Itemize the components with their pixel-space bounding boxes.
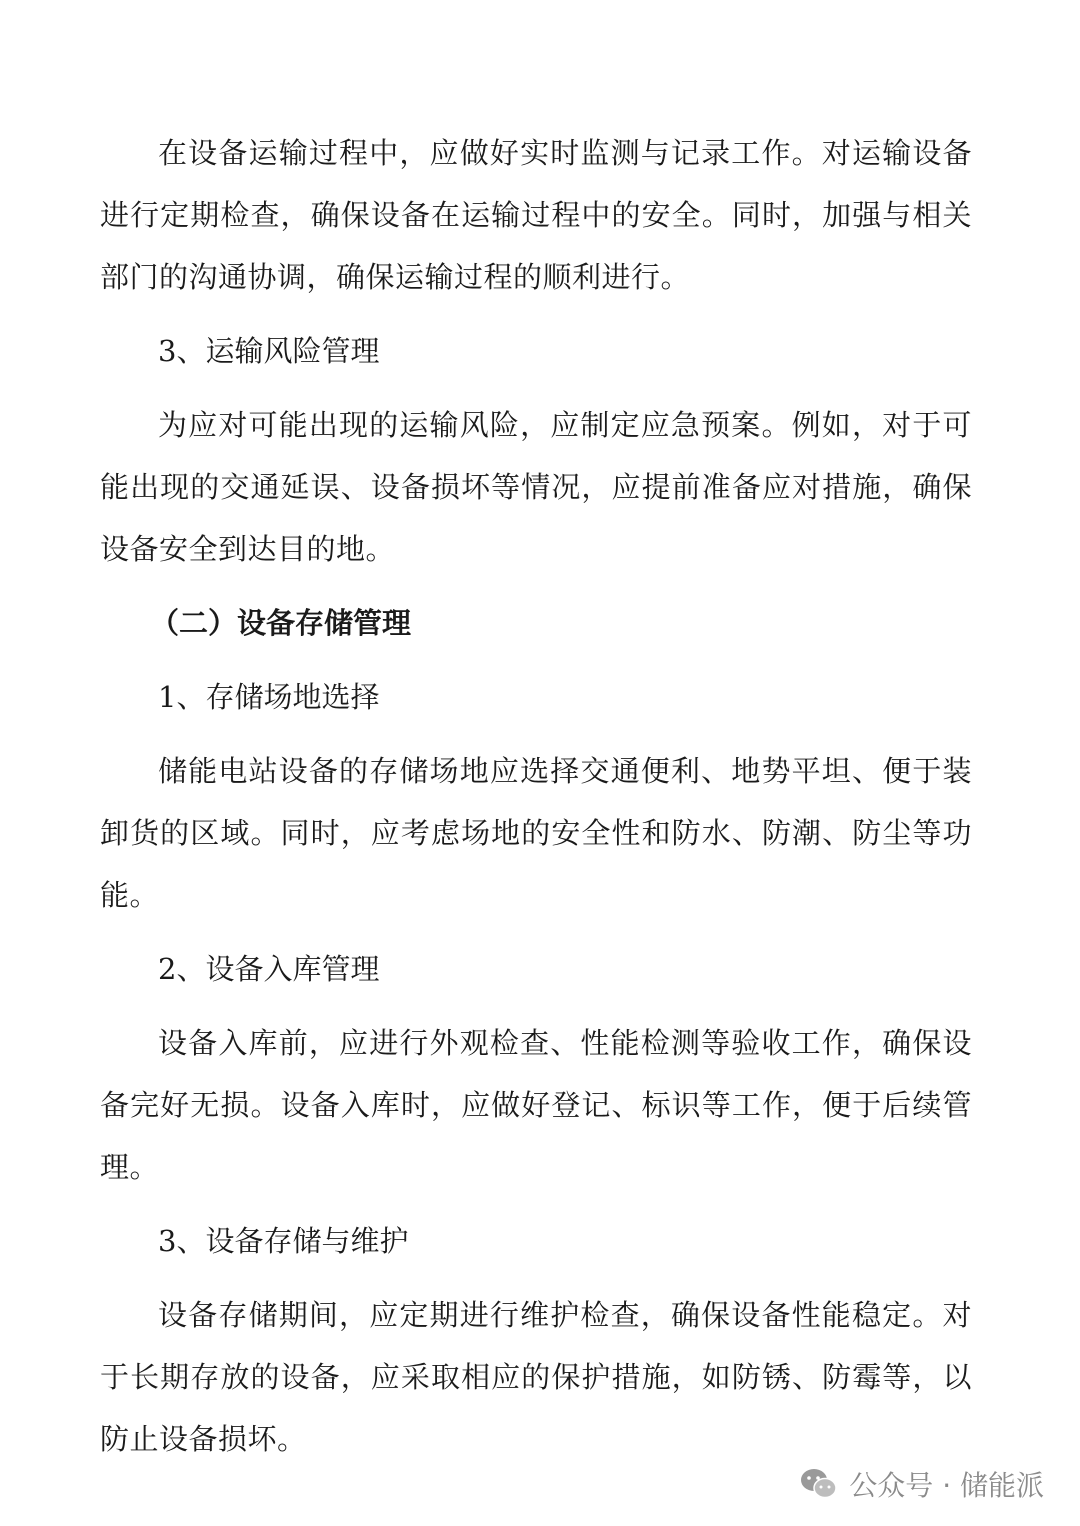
section-heading-storage: （二）设备存储管理 [150,606,412,640]
document-body [100,122,972,1470]
wechat-icon [799,1467,839,1501]
heading-transport-risk: 3、运输风险管理 [158,334,380,368]
paragraph-warehouse-entry: 设备入库前，应进行外观检查、性能检测等验收工作，确保设备完好无损。设备入库时，应做好登记、标识等工作，便于后续管理。 [100,1026,972,1184]
watermark-text: 公众号 · 储能派 [849,1469,1044,1502]
heading-storage-maintenance: 3、设备存储与维护 [158,1224,409,1258]
paragraph-storage-site: 储能电站设备的存储场地应选择交通便利、地势平坦、便于装卸货的区域。同时，应考虑场地的安全性和防水、防潮、防尘等功能。 [100,754,972,912]
wechat-watermark [799,1464,1044,1504]
paragraph-transport-monitoring: 在设备运输过程中，应做好实时监测与记录工作。对运输设备进行定期检查，确保设备在运输过程中的安全。同时，加强与相关部门的沟通协调，确保运输过程的顺利进行。 [100,136,972,294]
paragraph-storage-maintenance: 设备存储期间，应定期进行维护检查，确保设备性能稳定。对于长期存放的设备，应采取相应的保护措施，如防锈、防霉等，以防止设备损坏。 [100,1298,972,1456]
heading-warehouse-entry: 2、设备入库管理 [158,952,380,986]
paragraph-transport-risk: 为应对可能出现的运输风险，应制定应急预案。例如，对于可能出现的交通延误、设备损坏等情况，应提前准备应对措施，确保设备安全到达目的地。 [100,408,972,566]
heading-storage-site: 1、存储场地选择 [158,680,380,714]
